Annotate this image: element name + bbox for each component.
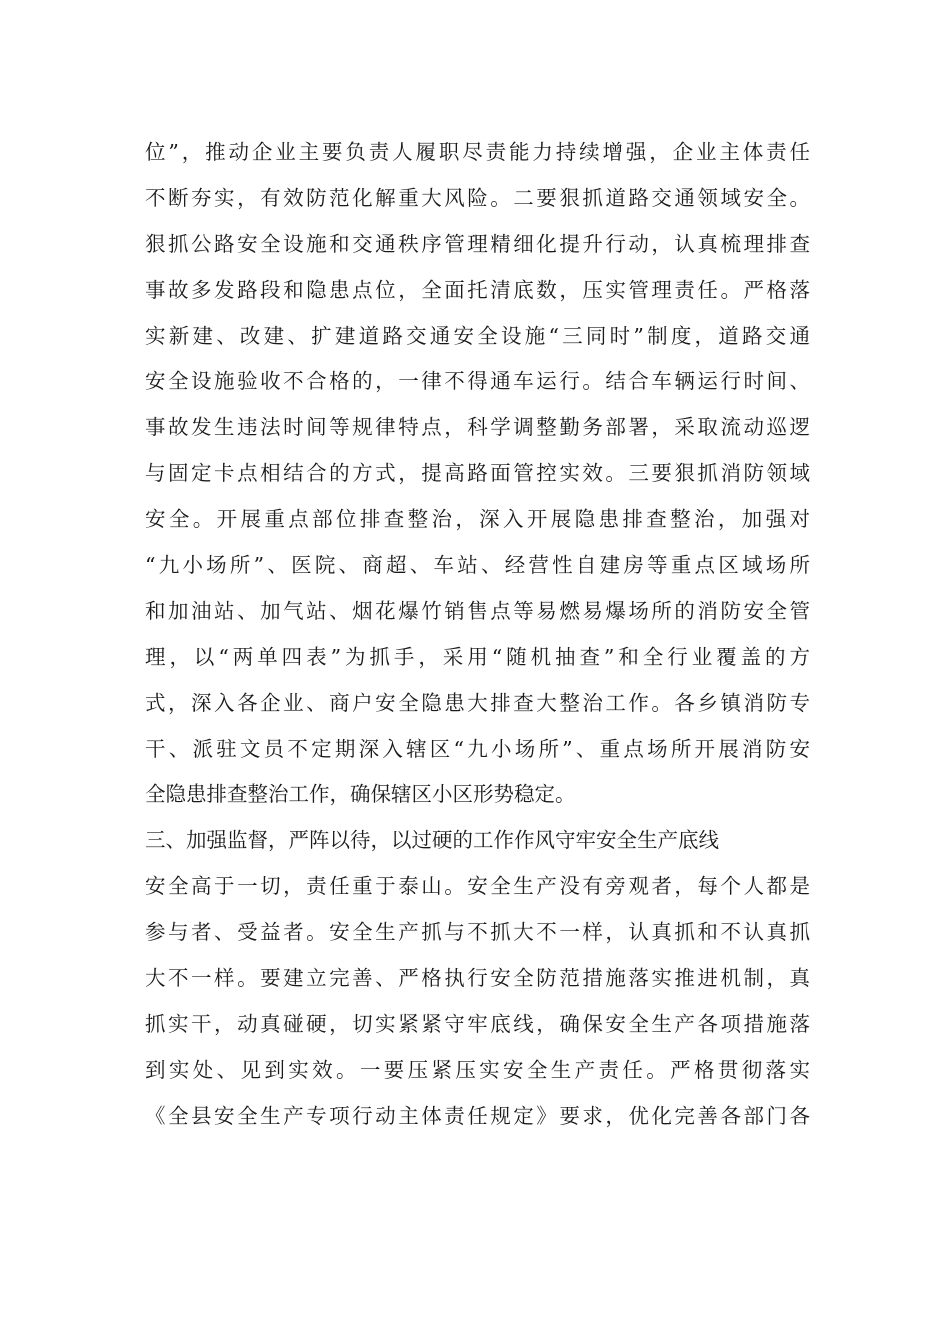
text-line: 式，深入各企业、商户安全隐患大排查大整治工作。各乡镇消防专 <box>145 690 810 715</box>
text-line: 位”，推动企业主要负责人履职尽责能力持续增强，企业主体责任 <box>145 140 810 164</box>
text-line: 安全高于一切，责任重于泰山。安全生产没有旁观者，每个人都是 <box>145 874 810 899</box>
text-line: 干、派驻文员不定期深入辖区“九小场所”、重点场所开展消防安 <box>145 736 810 761</box>
text-line: 安全。开展重点部位排查整治，深入开展隐患排查整治，加强对 <box>145 507 810 532</box>
section-heading: 三、加强监督，严阵以待，以过硬的工作作风守牢安全生产底线 <box>145 828 719 853</box>
text-line: 安全设施验收不合格的，一律不得通车运行。结合车辆运行时间、 <box>145 369 810 394</box>
text-line: 不断夯实，有效防范化解重大风险。二要狠抓道路交通领域安全。 <box>145 185 810 210</box>
text-line: 理，以“两单四表”为抓手，采用“随机抽查”和全行业覆盖的方 <box>145 644 810 669</box>
text-line: 到实处、见到实效。一要压紧压实安全生产责任。严格贯彻落实 <box>145 1057 810 1082</box>
text-line: 狠抓公路安全设施和交通秩序管理精细化提升行动，认真梳理排查 <box>145 231 810 256</box>
text-line: 与固定卡点相结合的方式，提高路面管控实效。三要狠抓消防领域 <box>145 461 810 486</box>
text-line: “九小场所”、医院、商超、车站、经营性自建房等重点区域场所 <box>145 553 810 578</box>
text-line: 和加油站、加气站、烟花爆竹销售点等易燃易爆场所的消防安全管 <box>145 598 810 623</box>
text-line: 事故多发路段和隐患点位，全面托清底数，压实管理责任。严格落 <box>145 277 810 302</box>
text-line: 事故发生违法时间等规律特点，科学调整勤务部署，采取流动巡逻 <box>145 415 810 440</box>
text-line: 抓实干，动真碰硬，切实紧紧守牢底线，确保安全生产各项措施落 <box>145 1011 810 1036</box>
text-line: 《全县安全生产专项行动主体责任规定》要求，优化完善各部门各 <box>145 1103 810 1128</box>
text-line: 大不一样。要建立完善、严格执行安全防范措施落实推进机制，真 <box>145 966 810 991</box>
text-line: 实新建、改建、扩建道路交通安全设施“三同时”制度，道路交通 <box>145 323 810 348</box>
paragraph-end-line: 全隐患排查整治工作，确保辖区小区形势稳定。 <box>145 782 576 807</box>
text-line: 参与者、受益者。安全生产抓与不抓大不一样，认真抓和不认真抓 <box>145 920 810 945</box>
document-body <box>145 130 810 1140</box>
